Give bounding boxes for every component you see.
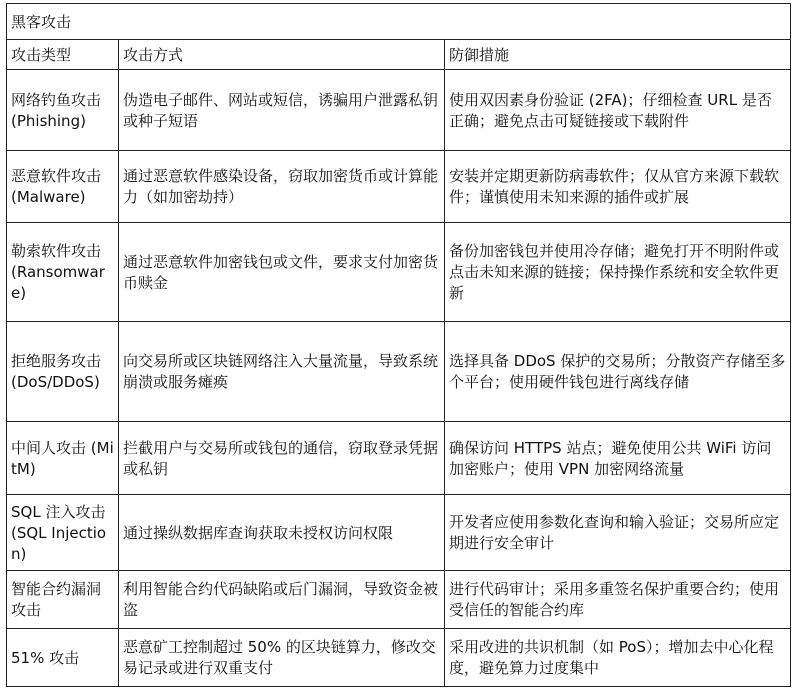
attack-type-cell: 智能合约漏洞攻击 [7,571,119,629]
table-title: 黑客攻击 [7,4,791,40]
attack-method-cell: 通过操纵数据库查询获取未授权访问权限 [119,495,445,571]
attack-method-cell: 伪造电子邮件、网站或短信，诱骗用户泄露私钥或种子短语 [119,70,445,151]
table-row [7,151,791,223]
attack-type-cell: 51% 攻击 [7,629,119,687]
table-row [7,571,791,629]
attack-method-cell: 通过恶意软件加密钱包或文件，要求支付加密货币赎金 [119,223,445,322]
attack-type-cell: 网络钓鱼攻击 (Phishing) [7,70,119,151]
table-row [7,322,791,422]
hacker-attack-table [6,3,791,687]
header-defense: 防御措施 [445,40,791,70]
attack-method-cell: 恶意矿工控制超过 50% 的区块链算力，修改交易记录或进行双重支付 [119,629,445,687]
table-row [7,629,791,687]
attack-method-cell: 向交易所或区块链网络注入大量流量，导致系统崩溃或服务瘫痪 [119,322,445,422]
header-attack-method: 攻击方式 [119,40,445,70]
defense-cell: 开发者应使用参数化查询和输入验证；交易所应定期进行安全审计 [445,495,791,571]
attack-method-cell: 利用智能合约代码缺陷或后门漏洞，导致资金被盗 [119,571,445,629]
defense-cell: 备份加密钱包并使用冷存储；避免打开不明附件或点击未知来源的链接；保持操作系统和安全软件更新 [445,223,791,322]
attack-type-cell: 勒索软件攻击 (Ransomware) [7,223,119,322]
attack-type-cell: 恶意软件攻击 (Malware) [7,151,119,223]
defense-cell: 安装并定期更新防病毒软件；仅从官方来源下载软件；谨慎使用未知来源的插件或扩展 [445,151,791,223]
defense-cell: 使用双因素身份验证 (2FA)；仔细检查 URL 是否正确；避免点击可疑链接或下载附件 [445,70,791,151]
table-row [7,70,791,151]
attack-method-cell: 拦截用户与交易所或钱包的通信，窃取登录凭据或私钥 [119,422,445,495]
table-row [7,422,791,495]
attack-type-cell: SQL 注入攻击 (SQL Injection) [7,495,119,571]
attack-type-cell: 拒绝服务攻击 (DoS/DDoS) [7,322,119,422]
table-row [7,223,791,322]
attack-method-cell: 通过恶意软件感染设备，窃取加密货币或计算能力（如加密劫持） [119,151,445,223]
header-attack-type: 攻击类型 [7,40,119,70]
table-row [7,495,791,571]
defense-cell: 进行代码审计；采用多重签名保护重要合约；使用受信任的智能合约库 [445,571,791,629]
attack-type-cell: 中间人攻击 (MitM) [7,422,119,495]
defense-cell: 选择具备 DDoS 保护的交易所；分散资产存储至多个平台；使用硬件钱包进行离线存储 [445,322,791,422]
defense-cell: 确保访问 HTTPS 站点；避免使用公共 WiFi 访问加密账户；使用 VPN 加密网络流量 [445,422,791,495]
defense-cell: 采用改进的共识机制（如 PoS）；增加去中心化程度，避免算力过度集中 [445,629,791,687]
